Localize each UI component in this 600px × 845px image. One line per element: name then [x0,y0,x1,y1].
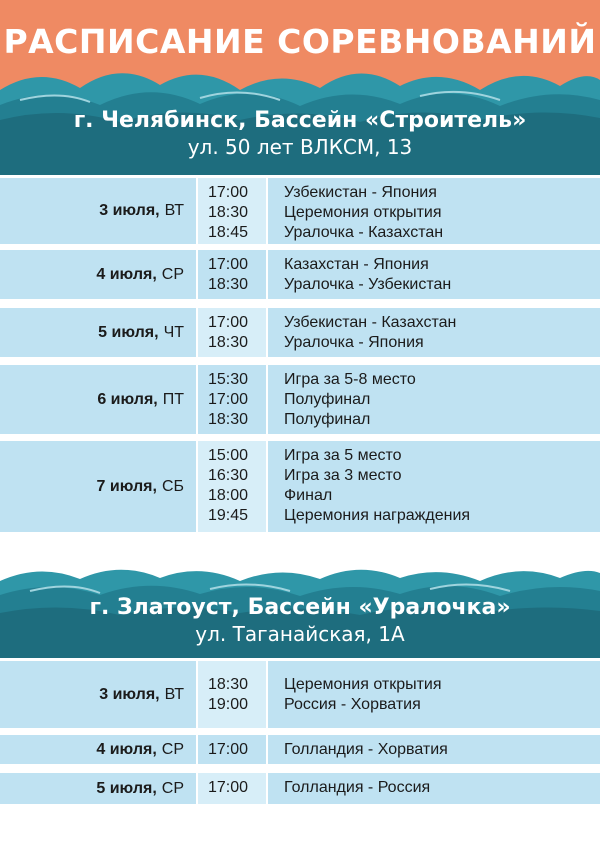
event: Голландия - Россия [284,779,431,796]
time: 18:00 [208,487,249,504]
venue-address: ул. 50 лет ВЛКСМ, 13 [187,135,413,159]
times-cell [198,661,266,728]
schedule-row [0,773,600,805]
event: Уралочка - Узбекистан [284,276,452,293]
event: Церемония награждения [284,507,471,524]
time: 18:30 [208,276,249,293]
event: Церемония открытия [284,676,442,693]
day-cell [0,250,196,299]
event: Казахстан - Япония [284,256,429,273]
event: Узбекистан - Япония [284,184,437,201]
weekday: ПТ [162,390,184,408]
day-cell [0,178,196,244]
weekday: ЧТ [163,323,184,341]
times-cell [198,308,266,357]
times-cell [198,441,266,532]
time: 17:00 [208,256,249,273]
time: 17:00 [208,314,249,331]
event: Финал [284,487,333,504]
time: 18:30 [208,411,249,428]
times-cell [198,735,266,764]
event: Уралочка - Казахстан [284,224,444,241]
time: 15:30 [208,371,249,388]
times-cell [198,250,266,299]
time: 18:30 [208,676,249,693]
schedule-row [0,308,600,358]
times-cell [198,178,266,244]
time: 18:30 [208,334,249,351]
event: Узбекистан - Казахстан [284,314,457,331]
times-cell [198,773,266,804]
time: 16:30 [208,467,249,484]
day-cell [0,365,196,434]
venue-header-2-band [0,563,600,658]
day-cell [0,661,196,728]
schedule-row [0,661,600,729]
time: 19:45 [208,507,249,524]
venue-header-2 [0,595,600,646]
event: Голландия - Хорватия [284,741,448,758]
event: Уралочка - Япония [284,334,424,351]
time: 17:00 [208,184,249,201]
events-cell [268,441,600,532]
weekday: СР [161,740,184,758]
event: Игра за 5 место [284,447,402,464]
page-header [0,0,600,175]
date: 3 июля, [99,685,160,703]
day-cell [0,773,196,804]
venue-address: ул. Таганайская, 1А [195,622,405,646]
weekday: СР [161,265,184,283]
date: 4 июля, [96,740,157,758]
event: Полуфинал [284,411,371,428]
events-cell [268,661,600,728]
schedule-row [0,441,600,533]
time: 17:00 [208,391,249,408]
events-cell [268,178,600,244]
schedule-row [0,735,600,765]
date: 5 июля, [98,323,159,341]
weekday: СР [161,779,184,797]
time: 17:00 [208,779,249,796]
schedule-row [0,365,600,435]
date: 5 июля, [96,779,157,797]
weekday: ВТ [164,202,184,219]
date: 3 июля, [99,202,160,219]
event: Церемония открытия [284,204,442,221]
events-cell [268,365,600,434]
events-cell [268,250,600,299]
date: 6 июля, [97,390,158,408]
date: 7 июля, [96,477,157,495]
event: Россия - Хорватия [284,696,421,713]
weekday: ВТ [164,685,184,703]
day-cell [0,735,196,764]
events-cell [268,308,600,357]
event: Игра за 5-8 место [284,371,416,388]
events-cell [268,773,600,804]
time: 18:45 [208,224,249,241]
events-cell [268,735,600,764]
schedule-row [0,250,600,300]
day-cell [0,441,196,532]
venue-city: г. Златоуст, Бассейн «Уралочка» [89,595,511,620]
event: Полуфинал [284,391,371,408]
time: 17:00 [208,741,249,758]
weekday: СБ [161,477,184,495]
venue-city: г. Челябинск, Бассейн «Строитель» [73,108,527,133]
day-cell [0,308,196,357]
venue-header-1 [0,108,600,159]
times-cell [198,365,266,434]
event: Игра за 3 место [284,467,402,484]
page-title: РАСПИСАНИЕ СОРЕВНОВАНИЙ [3,22,597,61]
time: 18:30 [208,204,249,221]
schedule-row [0,178,600,245]
time: 19:00 [208,696,249,713]
time: 15:00 [208,447,249,464]
date: 4 июля, [96,265,157,283]
